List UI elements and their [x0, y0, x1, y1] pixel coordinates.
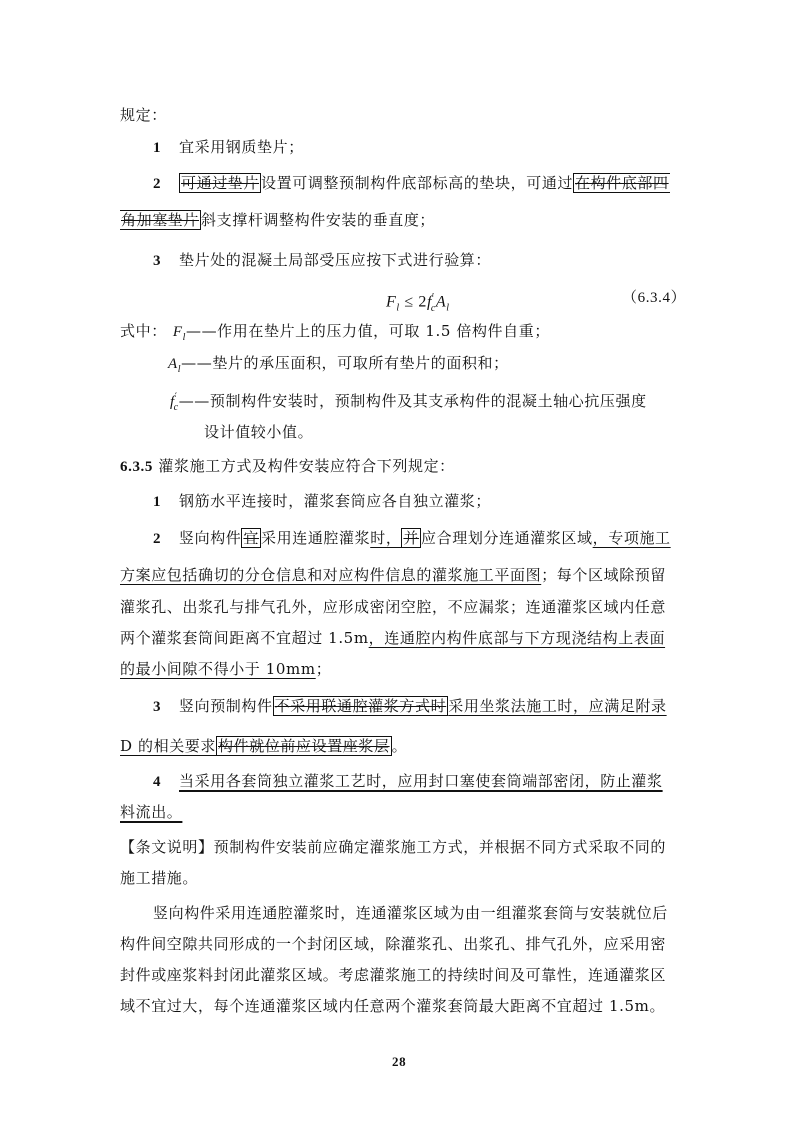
sec-item-2: 2 竖向构件 宜 采用连通腔灌浆时， 并 应合理划分连通灌浆区域，专项施工 — [153, 527, 671, 550]
intro-text: 规定： — [120, 106, 167, 124]
definition-3-cont: 设计值较小值。 — [204, 423, 314, 441]
sec-item-2-line4: 两个灌浆套筒间距离不宜超过 1.5m，连通腔内构件底部与下方现浇结构上表面 — [120, 629, 666, 647]
sec-item-3: 3 竖向预制构件 不采用联通腔灌浆方式时 采用坐浆法施工时，应满足附录 — [153, 695, 667, 718]
equation-number: （6.3.4） — [622, 290, 687, 306]
item-text: 宜采用钢质垫片； — [179, 138, 304, 156]
commentary-p2-line4: 域不宜过大，每个连通灌浆区域内任意两个灌浆套筒最大距离不宜超过 1.5m。 — [120, 997, 666, 1015]
struck-box: 可通过垫片 — [181, 174, 260, 192]
struck-box: 宜 — [243, 529, 260, 547]
item-number: 1 — [153, 494, 162, 510]
struck-box: 并 — [403, 529, 420, 547]
commentary-p2-line1: 竖向构件采用连通腔灌浆时，连通灌浆区域为由一组灌浆套筒与安装就位后 — [153, 904, 668, 922]
struck-box: 在构件底部四 — [575, 174, 669, 192]
sec-item-4: 4 当采用各套筒独立灌浆工艺时，应用封口塞使套筒端部密闭，防止灌浆 — [153, 770, 663, 793]
item-number: 3 — [153, 699, 162, 715]
struck-box: 构件就位前应设置座浆层 — [218, 737, 390, 755]
defs-label: 式中： — [120, 322, 167, 340]
page-number: 28 — [392, 1054, 407, 1069]
definition-1: 式中： $F_l——$作用在垫片上的压力值，可取 1.5 倍构件自重； — [120, 322, 550, 343]
item-number: 3 — [153, 253, 162, 269]
sec-item-2-line2: 方案应包括确切的分仓信息和对应构件信息的灌浆施工平面图；每个区域除预留 — [120, 566, 667, 584]
item-1 — [153, 136, 304, 159]
sec-item-2-line3: 灌浆孔、出浆孔与排气孔外，应形成密闭空腔，不应漏浆；连通灌浆区域内任意 — [120, 598, 667, 616]
struck-box: 角加塞垫片 — [121, 211, 200, 229]
item-text: 斜支撑杆调整构件安装的垂直度； — [201, 211, 436, 229]
formula: $F_l \le 2f'_cA_l$ — [386, 292, 450, 314]
sec-item-1 — [153, 490, 491, 513]
item-2-cont — [120, 209, 435, 231]
item-3 — [153, 249, 491, 272]
item-text: 垫片处的混凝土局部受压应按下式进行验算： — [179, 251, 492, 269]
definition-3: $f'_c——$预制构件安装时，预制构件及其支承构件的混凝土轴心抗压强度 — [170, 392, 647, 413]
commentary-p1-line2: 施工措施。 — [120, 869, 199, 887]
item-number: 2 — [153, 531, 162, 547]
section-number: 6.3.5 — [120, 459, 153, 475]
definition-2: $A_l——$垫片的承压面积，可取所有垫片的面积和； — [168, 354, 509, 375]
commentary-p2-line3: 封件或座浆料封闭此灌浆区域。考虑灌浆施工的持续时间及可靠性，连通灌浆区 — [120, 966, 667, 984]
section-title: 灌浆施工方式及构件安装应符合下列规定： — [158, 457, 455, 475]
sec-item-3-line2: D 的相关要求 构件就位前应设置座浆层 。 — [120, 737, 408, 755]
item-number: 1 — [153, 140, 162, 156]
item-text: 设置可调整预制构件底部标高的垫块，可通过 — [261, 174, 574, 192]
item-number: 2 — [153, 176, 162, 192]
item-number: 4 — [153, 774, 162, 790]
item-text: 钢筋水平连接时，灌浆套筒应各自独立灌浆； — [179, 492, 492, 510]
sec-item-2-line5: 的最小间隙不得小于 10mm； — [120, 660, 332, 678]
item-2 — [153, 172, 670, 195]
section-heading — [120, 455, 455, 478]
struck-box: 不采用联通腔灌浆方式时 — [274, 697, 447, 715]
commentary-p1-line1: 【条文说明】预制构件安装前应确定灌浆施工方式，并根据不同方式采取不同的 — [120, 838, 667, 856]
commentary-p2-line2: 构件间空隙共同形成的一个封闭区域，除灌浆孔、出浆孔、排气孔外，应采用密 — [120, 935, 667, 953]
sec-item-4-line2: 料流出。 — [120, 803, 183, 821]
